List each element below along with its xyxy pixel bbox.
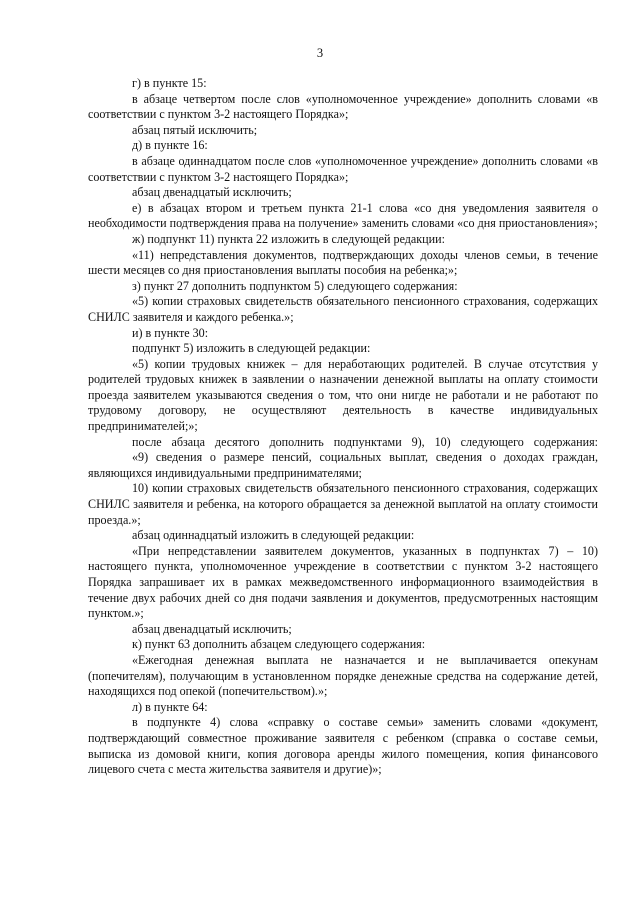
- paragraph: е) в абзацах втором и третьем пункта 21-1 слова «со дня уведомления заявителя о необходимости подтверждения права на получение» заменить словами «со дня приостановления»;: [88, 200, 598, 231]
- paragraph: г) в пункте 15:: [132, 76, 207, 90]
- paragraph: подпункт 5) изложить в следующей редакции:: [132, 341, 371, 356]
- paragraph: «Ежегодная денежная выплата не назначается и не выплачивается опекунам (попечителям), получающим в установленном порядке денежные средства на содержание детей, находящихся под опекой (попечительством).»;: [88, 652, 598, 699]
- paragraph: в абзаце одиннадцатом после слов «уполномоченное учреждение» дополнить словами «в соответствии с пунктом 3-2 настоящего Порядка»;: [88, 153, 598, 184]
- paragraph: «11) непредставления документов, подтверждающих доходы членов семьи, в течение шести месяцев со дня приостановления выплаты пособия на ребенка;»;: [88, 247, 598, 278]
- paragraph: к) пункт 63 дополнить абзацем следующего содержания:: [132, 637, 426, 652]
- page-number: 3: [316, 46, 324, 60]
- paragraph: после абзаца десятого дополнить подпунктами 9), 10) следующего содержания:: [132, 434, 598, 449]
- paragraph: в абзаце четвертом после слов «уполномоченное учреждение» дополнить словами «в соответствии с пунктом 3-2 настоящего Порядка»;: [88, 91, 598, 122]
- paragraph: «5) копии трудовых книжек – для неработающих родителей. В случае отсутствия у родителей трудовых книжек в заявлении о назначении денежной выплаты на оплату стоимости проезда заявителем указываются сведения о том, что они нигде не работали и не работают по трудовому договору, не осуществляют деятельность в качестве индивидуальных предпринимателей;»;: [88, 356, 598, 434]
- paragraph: «5) копии страховых свидетельств обязательного пенсионного страхования, содержащих СНИЛС заявителя и каждого ребенка.»;: [88, 294, 598, 324]
- paragraph: абзац двенадцатый исключить;: [132, 185, 292, 200]
- paragraph: л) в пункте 64:: [132, 699, 208, 714]
- paragraph: «9) сведения о размере пенсий, социальных выплат, сведения о доходах граждан, являющихся индивидуальными предпринимателями;: [88, 450, 598, 480]
- paragraph: и) в пункте 30:: [132, 325, 209, 340]
- paragraph: абзац пятый исключить;: [132, 122, 258, 137]
- paragraph: з) пункт 27 дополнить подпунктом 5) следующего содержания:: [132, 278, 458, 293]
- paragraph: абзац одиннадцатый изложить в следующей редакции:: [132, 528, 415, 543]
- paragraph: д) в пункте 16:: [132, 138, 208, 153]
- paragraph: в подпункте 4) слова «справку о составе семьи» заменить словами «документ, подтверждающий совместное проживание заявителя с ребенком (справка о составе семьи, выписка из домовой книги, копия договора аренды жилого помещения, копия финансового лицевого счета с места жительства заявителя и другие)»;: [88, 715, 598, 777]
- document-body: [88, 76, 598, 778]
- paragraph: абзац двенадцатый исключить;: [132, 621, 292, 636]
- paragraph: «При непредставлении заявителем документов, указанных в подпунктах 7) – 10) настоящего пункта, уполномоченное учреждение в соответствии с пунктом 3-2 настоящего Порядка запрашивает их в рамках межведомственного информационного взаимодействия в течение двух рабочих дней со дня подачи заявления и документов, предусмотренных настоящим пунктом.»;: [88, 543, 598, 621]
- paragraph: 10) копии страховых свидетельств обязательного пенсионного страхования, содержащих СНИЛС заявителя и ребенка, на которого обращается за денежной выплатой на оплату стоимости проезда.»;: [88, 481, 598, 527]
- paragraph: ж) подпункт 11) пункта 22 изложить в следующей редакции:: [132, 231, 445, 246]
